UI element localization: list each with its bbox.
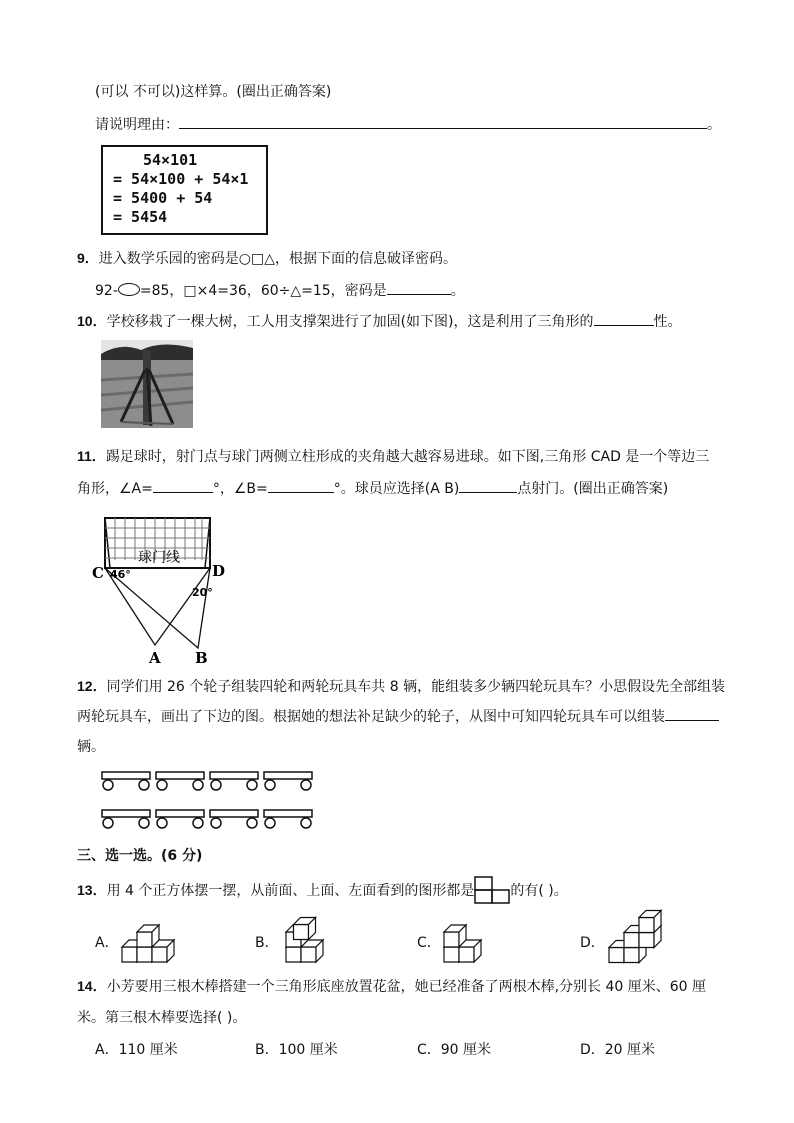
q9-password-blank[interactable] (387, 280, 451, 295)
q14-question-line2: 米。第三根木棒要选择( )。 (77, 1010, 247, 1026)
soccer-goal-figure (90, 510, 225, 670)
q13-option-c[interactable]: C． (417, 935, 441, 951)
q8-calc-line: = 5454 (113, 208, 168, 226)
wheel-icon (211, 818, 221, 828)
q11-number: 11． (77, 448, 106, 464)
q11-question-line2 (77, 478, 668, 499)
q14-question-line1 (77, 976, 706, 997)
angle-d-label: 20° (192, 586, 213, 599)
wheel-icon (301, 780, 311, 790)
q10-blank[interactable] (594, 311, 654, 326)
q13-option-a[interactable]: A． (95, 935, 119, 951)
q13-number: 13． (77, 882, 107, 898)
q10-question (77, 311, 682, 332)
section-3-title: 三、选一选。(6 分) (77, 848, 203, 864)
wheel-icon (193, 780, 203, 790)
wheel-icon (103, 780, 113, 790)
q11-text: °。球员应选择(A B) (333, 481, 460, 497)
point-b-label: B (195, 649, 208, 667)
q11-angle-b-blank[interactable] (268, 478, 334, 493)
cube-icon (459, 940, 481, 962)
q13-text-end: 的有( )。 (510, 883, 568, 899)
wheel-icon (247, 818, 257, 828)
q14-option-b[interactable]: B．100 厘米 (255, 1042, 338, 1058)
q13-option-b-cubes (282, 910, 342, 965)
q12-blank[interactable] (665, 706, 719, 721)
q9-question (77, 248, 457, 269)
q8-choice-line: (可以 不可以)这样算。(圈出正确答案) (95, 84, 332, 100)
two-wheel-car (102, 810, 150, 828)
q10-number: 10． (77, 313, 107, 329)
q13-option-a-cubes (118, 910, 178, 965)
goal-line-label: 球门线 (138, 550, 180, 566)
q11-question-line1 (77, 446, 709, 467)
cube-icon (294, 918, 316, 940)
point-a-label: A (149, 649, 161, 667)
q14-number: 14． (77, 978, 107, 994)
q13-option-d-cubes (605, 906, 675, 966)
q9-clue-text: =85，□×4=36，60÷△=15，密码是 (139, 283, 387, 299)
wheel-icon (265, 818, 275, 828)
q9-number: 9． (77, 250, 99, 266)
q12-question-line2 (77, 706, 719, 727)
q11-text: 踢足球时，射门点与球门两侧立柱形成的夹角越大越容易进球。如下图,三角形 CAD 是一个等边三 (105, 449, 710, 465)
q12-number: 12． (77, 678, 107, 694)
q11-point-blank[interactable] (459, 478, 517, 493)
q14-option-a[interactable]: A．110 厘米 (95, 1042, 178, 1058)
q13-question (77, 876, 568, 904)
q14-option-d[interactable]: D．20 厘米 (580, 1042, 656, 1058)
q8-calc-line: = 54×100 + 54×1 (113, 170, 249, 188)
two-wheel-car (264, 772, 312, 790)
q13-option-c-cubes (440, 910, 500, 965)
cube-icon (639, 911, 661, 933)
q9-clues (95, 280, 465, 301)
q10-text-end: 性。 (653, 314, 682, 330)
two-wheel-car (264, 810, 312, 828)
q9-clue-text: 92- (95, 283, 118, 299)
wheel-icon (265, 780, 275, 790)
angle-c-label: 46° (110, 568, 131, 581)
wheel-icon (247, 780, 257, 790)
two-wheel-car (210, 772, 258, 790)
point-d-label: D (212, 562, 225, 580)
q11-text: 角形，∠A= (77, 481, 153, 497)
point-c-label: C (92, 564, 104, 582)
two-wheel-car (156, 810, 204, 828)
q11-angle-a-blank[interactable] (153, 478, 213, 493)
q8-reason-label: 请说明理由： (95, 117, 179, 133)
wheel-icon (301, 818, 311, 828)
q13-option-b[interactable]: B． (255, 935, 279, 951)
wheel-icon (157, 818, 167, 828)
q14-option-c[interactable]: C．90 厘米 (417, 1042, 492, 1058)
q8-reason-end: 。 (707, 117, 721, 133)
cube-icon (137, 925, 159, 947)
q12-question-line1 (77, 676, 725, 697)
wheel-icon (193, 818, 203, 828)
two-wheel-car (156, 772, 204, 790)
q9-end: 。 (450, 283, 465, 299)
q14-text: 小芳要用三根木棒搭建一个三角形底座放置花盆，她已经准备了两根木棒,分别长 40 厘米、60 厘 (106, 979, 707, 995)
q11-text: 点射门。(圈出正确答案) (517, 481, 669, 497)
q13-text: 用 4 个正方体摆一摆，从前面、上面、左面看到的图形都是 (106, 883, 475, 899)
wheel-icon (157, 780, 167, 790)
q8-calc-line: = 5400 + 54 (113, 189, 213, 207)
two-wheel-car (102, 772, 150, 790)
tree-support-photo (101, 340, 193, 428)
l-shape-view-icon (474, 876, 510, 904)
wheel-icon (139, 818, 149, 828)
q11-text: °，∠B= (212, 481, 268, 497)
toy-cars-figure (100, 768, 320, 836)
q8-calc-box (101, 145, 268, 235)
wheel-icon (139, 780, 149, 790)
q12-text: 同学们用 26 个轮子组装四轮和两轮玩具车共 8 辆，能组装多少辆四轮玩具车？小思假设先全部组装 (106, 679, 726, 695)
q12-text: 两轮玩具车，画出了下边的图。根据她的想法补足缺少的轮子，从图中可知四轮玩具车可以组装 (77, 709, 665, 725)
q13-option-d[interactable]: D． (580, 935, 605, 951)
q12-question-line3: 辆。 (77, 739, 105, 755)
q9-text: 进入数学乐园的密码是○□△，根据下面的信息破译密码。 (98, 251, 458, 267)
q8-reason-blank[interactable] (179, 114, 707, 129)
q10-text: 学校移栽了一棵大树，工人用支撑架进行了加固(如下图)，这是利用了三角形的 (106, 314, 594, 330)
wheel-icon (211, 780, 221, 790)
circle-icon (118, 283, 140, 296)
q8-calc-line: 54×101 (143, 151, 198, 169)
wheel-icon (103, 818, 113, 828)
two-wheel-car (210, 810, 258, 828)
q8-reason-line (95, 114, 721, 135)
